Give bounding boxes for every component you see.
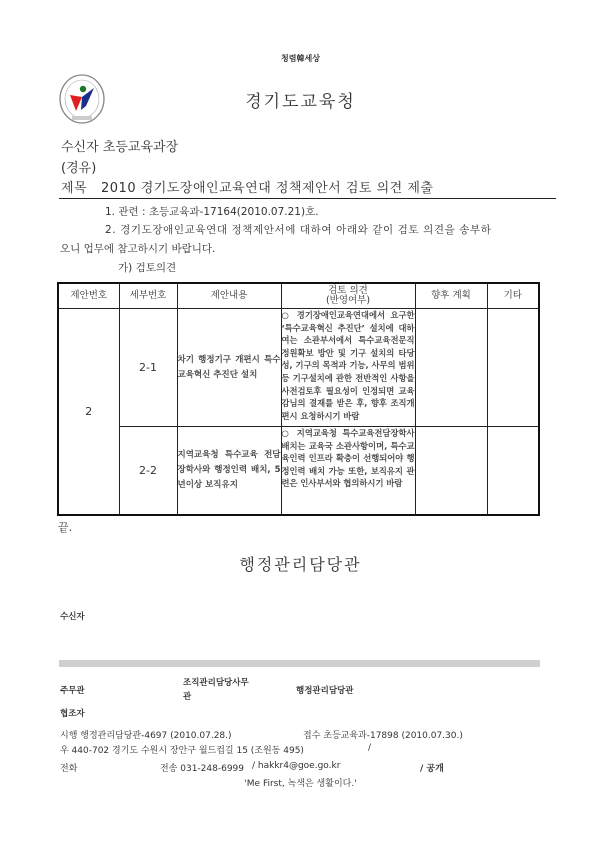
review-cell: ○ 지역교육청 특수교육전담장학사 배치는 교육국 소관사항이며, 특수교육인력 인프라 확충이 선행되어야 행정인력 배치 가능 또한, 보직유지 관련은 인사부서와 협의하시기 바람: [281, 427, 415, 515]
header-sub-no: 세부번호: [119, 283, 177, 309]
organization-name: 경기도교육청: [245, 92, 356, 112]
sub-no-cell: 2-1: [119, 309, 177, 427]
telephone-label: 전화: [60, 764, 78, 774]
content-cell: 지역교육청 특수교육 전담장학사와 행정인력 배치, 5년이상 보직유지: [177, 427, 281, 515]
etc-cell: [487, 309, 539, 427]
table-row: [58, 427, 539, 515]
header-review-line-1: 검토 의견: [328, 285, 368, 296]
end-mark: 끝.: [58, 521, 73, 534]
sub-no-cell: 2-2: [119, 427, 177, 515]
subject-line: [61, 177, 433, 196]
plan-cell: [415, 309, 487, 427]
paragraph-2-line-2: 오니 업무에 참고하시기 바랍니다.: [60, 243, 216, 255]
divider: [59, 198, 556, 199]
disclosure-status: / 공개: [420, 764, 444, 774]
content-cell: 차기 행정기구 개편시 특수교육혁신 추진단 설치: [177, 309, 281, 427]
subject-text: 2010 경기도장애인교육연대 정책제안서 검토 의견 제출: [101, 181, 434, 196]
reviewer-title: 조직관리담당사무관: [183, 678, 249, 702]
header-proposal-no: 제안번호: [58, 283, 119, 309]
cooperator-label: 협조자: [60, 709, 85, 719]
approver-title: 행정관리담당관: [296, 686, 354, 696]
slogan: 청렴韓세상: [281, 54, 320, 63]
subject-label: 제목: [61, 181, 88, 196]
email-address: / hakkr4@goe.go.kr: [252, 761, 341, 771]
paragraph-1: 1. 관련 : 초등교육과-17164(2010.07.21)호.: [105, 206, 319, 218]
fax-number: 전송 031-248-6999: [160, 764, 245, 774]
header-plan: 향후 계획: [415, 283, 487, 309]
review-table: [57, 282, 540, 516]
table-row: [58, 309, 539, 427]
motto: 'Me First, 녹색은 생활이다.': [244, 779, 357, 789]
plan-cell: [415, 427, 487, 515]
drafter-title: 주무관: [60, 686, 85, 696]
review-cell: ○ 경기장애인교육연대에서 요구한 ‘특수교육혁신 추진단’ 설치에 대하여는 소관부서에서 특수교육전문직 정원확보 방안 및 기구 설치의 타당성, 기구의 목적과 기능, 사무의 범위 등 기구설치에 관한 전반적인 사항을 사전검토후 필요성이 인정되면 교육감님의 결재를 받은 후, 향후 조직개편시 요청하시기 바람: [281, 309, 415, 427]
header-etc: 기타: [487, 283, 539, 309]
table-header-row: [58, 283, 539, 309]
sender-name: 행정관리담당관: [239, 555, 362, 574]
address-separator: /: [368, 743, 372, 753]
footer-divider-bar: [59, 660, 540, 667]
header-review: [281, 283, 415, 309]
recipient: 수신자 초등교육과장: [61, 140, 179, 155]
address: 우 440-702 경기도 수원시 장안구 월드컵길 15 (조원동 495): [60, 746, 304, 756]
execution-number: 시행 행정관리담당관-4697 (2010.07.28.): [60, 731, 232, 741]
recipients-label: 수신자: [60, 612, 85, 622]
paragraph-2-line-1: 2. 경기도장애인교육연대 정책제안서에 대하여 아래와 같이 검토 의견을 송부하: [105, 224, 492, 236]
header-content: 제안내용: [177, 283, 281, 309]
proposal-no-cell: 2: [58, 309, 119, 515]
section-heading: 가) 검토의견: [118, 262, 177, 274]
etc-cell: [487, 427, 539, 515]
received-number: 접수 초등교육과-17898 (2010.07.30.): [303, 731, 463, 741]
header-review-line-2: (반영여부): [325, 295, 371, 306]
via: (경유): [61, 161, 97, 176]
